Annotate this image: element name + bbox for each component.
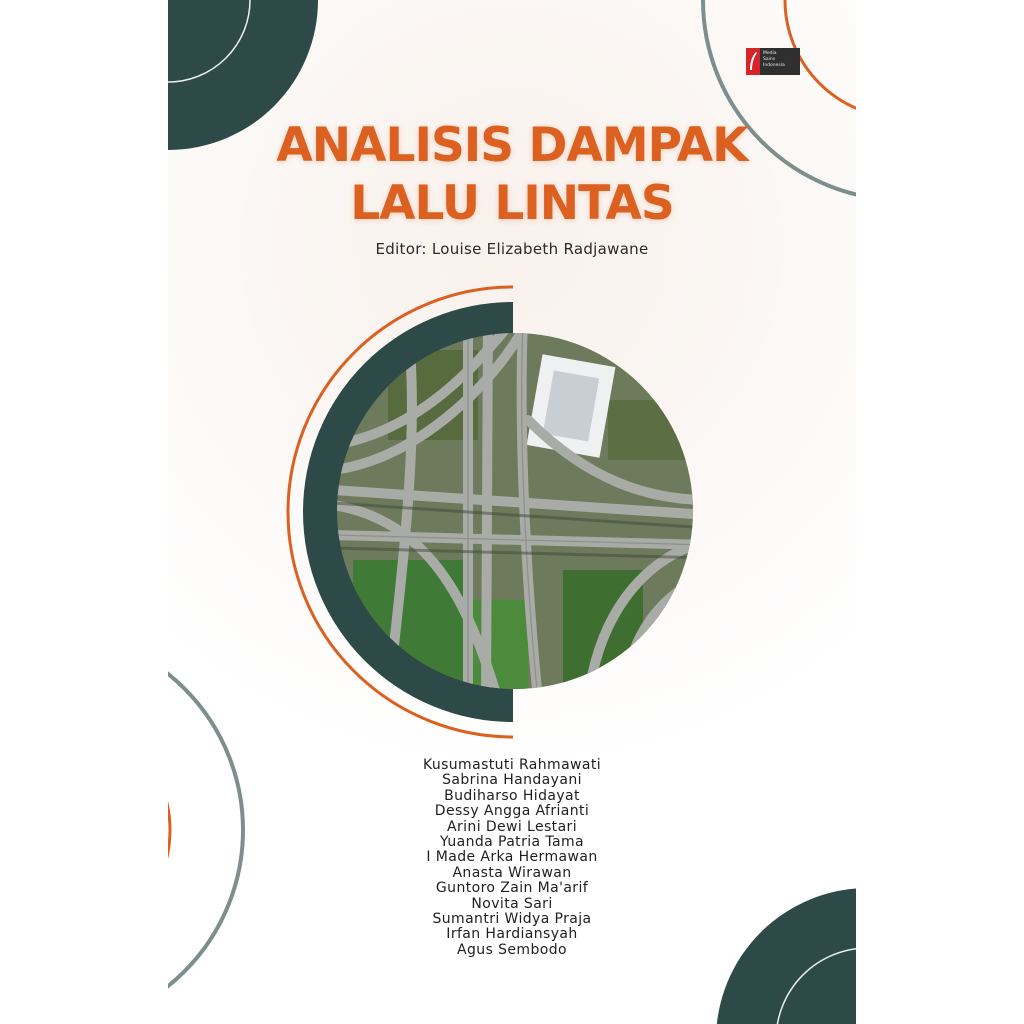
author-name: Arini Dewi Lestari <box>447 818 577 835</box>
author-name: Dessy Angga Afrianti <box>434 803 590 820</box>
author-name: Irfan Hardiansyah <box>446 926 578 943</box>
author-list <box>168 758 856 958</box>
author-name: Sabrina Handayani <box>442 772 582 789</box>
author-name: Novita Sari <box>471 895 553 912</box>
author-name: Guntoro Zain Ma'arif <box>435 880 589 897</box>
book-title-line-2: LALU LINTAS <box>350 176 674 231</box>
publisher-logo-text: Media Sains Indonesia <box>763 51 785 68</box>
author-name: Anasta Wirawan <box>452 864 572 881</box>
book-editor: Editor: Louise Elizabeth Radjawane <box>375 240 649 258</box>
book-title-line-1: ANALISIS DAMPAK <box>276 118 748 173</box>
author-name: Agus Sembodo <box>457 941 567 958</box>
book-cover <box>168 0 856 1024</box>
author-name: Kusumastuti Rahmawati <box>422 757 602 773</box>
author-name: Sumantri Widya Praja <box>432 911 592 928</box>
publisher-logo <box>746 48 800 75</box>
quill-pen-icon <box>746 48 760 75</box>
author-name: I Made Arka Hermawan <box>426 849 598 866</box>
author-name: Budiharso Hidayat <box>444 787 580 804</box>
author-name: Yuanda Patria Tama <box>440 834 584 851</box>
